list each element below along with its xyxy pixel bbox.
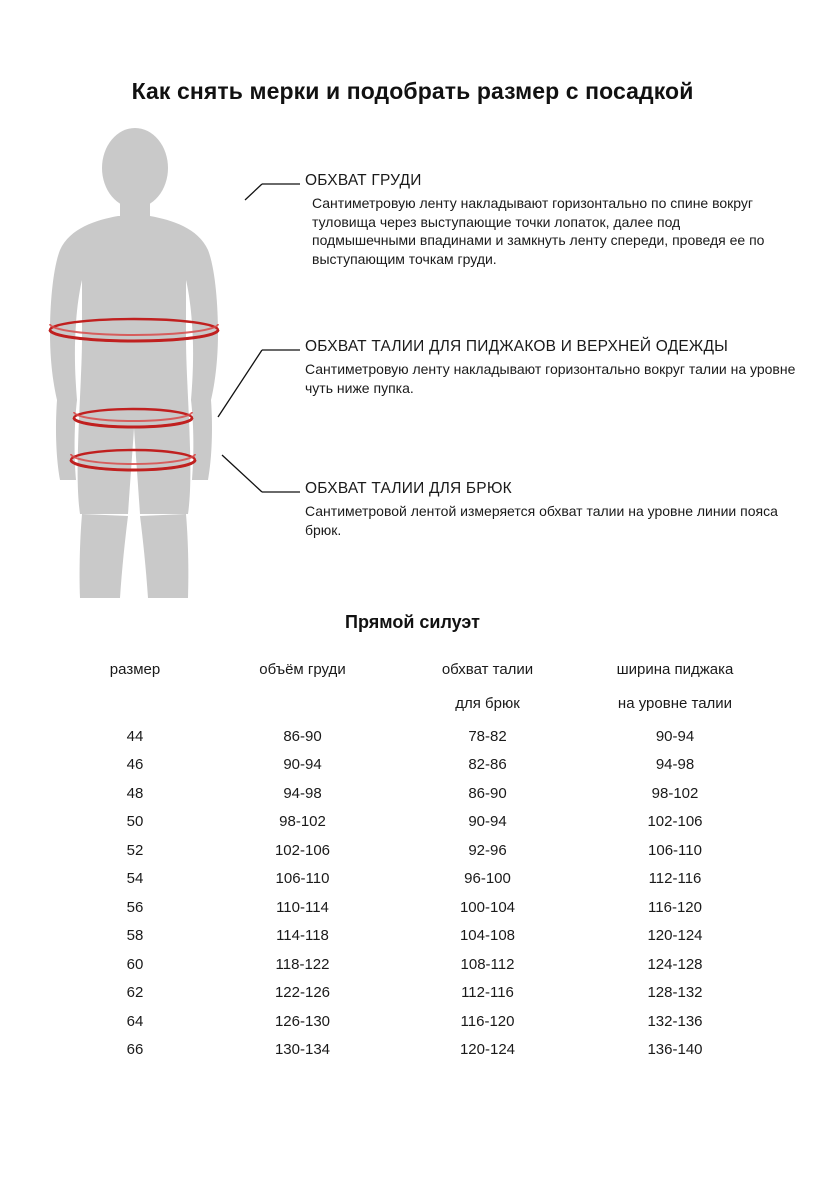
table-cell: 58 bbox=[126, 927, 144, 944]
table-cell: 106-110 bbox=[648, 841, 702, 859]
table-cell: 136-140 bbox=[647, 1041, 703, 1058]
size-table-head bbox=[60, 660, 770, 716]
callout-chest-body: Сантиметровую ленту накладывают горизонтально по спине вокруг туловища через выступающие точки лопаток, далее под подмышечными впадинами и замкнуть ленту спереди, проведя ее по выступающим точкам груди. bbox=[312, 195, 765, 267]
table-row bbox=[60, 1001, 770, 1030]
table-cell: 56 bbox=[126, 898, 144, 916]
table-cell: 116-120 bbox=[460, 1012, 515, 1030]
body-silhouette bbox=[50, 128, 218, 598]
table-cell: 116-120 bbox=[648, 898, 702, 916]
table-cell: 118-122 bbox=[275, 955, 330, 973]
table-cell: 86-90 bbox=[468, 784, 507, 802]
table-cell: 86-90 bbox=[283, 727, 322, 745]
table-cell: 94-98 bbox=[283, 784, 322, 802]
table-cell: 92-96 bbox=[468, 841, 507, 859]
column-header-chest: объём груди bbox=[259, 661, 346, 678]
table-cell: 106-110 bbox=[275, 870, 330, 887]
table-cell: 54 bbox=[126, 870, 144, 887]
table-cell: 64 bbox=[126, 1012, 144, 1030]
table-cell: 66 bbox=[126, 1041, 144, 1058]
callout-chest-heading: ОБХВАТ ГРУДИ bbox=[305, 172, 422, 189]
table-row bbox=[60, 745, 770, 774]
callout-waist-trousers-heading: ОБХВАТ ТАЛИИ ДЛЯ БРЮК bbox=[305, 480, 512, 497]
callout-waist-trousers-body: Сантиметровой лентой измеряется обхват талии на уровне линии пояса брюк. bbox=[305, 503, 778, 538]
callout-chest bbox=[305, 172, 775, 268]
column-header-size: размер bbox=[109, 661, 161, 678]
column-header-jacket-width: ширина пиджака на уровне талии bbox=[616, 661, 734, 712]
table-cell: 132-136 bbox=[647, 1012, 703, 1030]
body-figure bbox=[20, 128, 290, 598]
table-row bbox=[60, 973, 770, 1002]
callout-waist-trousers bbox=[305, 480, 785, 539]
table-cell: 114-118 bbox=[276, 927, 329, 944]
table-cell: 124-128 bbox=[647, 955, 703, 973]
table-caption: Прямой силуэт bbox=[345, 612, 480, 632]
table-row bbox=[60, 887, 770, 916]
table-cell: 94-98 bbox=[655, 756, 695, 773]
table-row bbox=[60, 1030, 770, 1059]
table-row bbox=[60, 773, 770, 802]
table-row bbox=[60, 830, 770, 859]
table-cell: 62 bbox=[126, 984, 144, 1001]
table-cell: 96-100 bbox=[464, 870, 511, 887]
table-cell: 130-134 bbox=[274, 1041, 331, 1058]
callout-waist-jacket bbox=[305, 338, 805, 397]
table-row bbox=[60, 802, 770, 831]
table-cell: 90-94 bbox=[655, 727, 695, 745]
table-cell: 46 bbox=[126, 756, 144, 773]
table-cell: 108-112 bbox=[460, 955, 515, 973]
table-row bbox=[60, 859, 770, 888]
table-cell: 120-124 bbox=[647, 927, 703, 944]
table-cell: 122-126 bbox=[274, 984, 331, 1001]
table-cell: 100-104 bbox=[459, 898, 516, 916]
table-cell: 98-102 bbox=[279, 813, 326, 830]
table-cell: 112-116 bbox=[461, 984, 514, 1001]
table-row bbox=[60, 716, 770, 745]
table-cell: 82-86 bbox=[468, 756, 507, 773]
table-cell: 60 bbox=[126, 955, 144, 973]
table-row bbox=[60, 916, 770, 945]
table-cell: 52 bbox=[126, 841, 144, 859]
table-cell: 102-106 bbox=[274, 841, 331, 859]
table-cell: 128-132 bbox=[647, 984, 703, 1001]
table-cell: 90-94 bbox=[468, 813, 507, 830]
callout-waist-jacket-heading: ОБХВАТ ТАЛИИ ДЛЯ ПИДЖАКОВ И ВЕРХНЕЙ ОДЕЖДЫ bbox=[305, 338, 729, 355]
column-header-waist-trousers: обхват талии для брюк bbox=[441, 661, 534, 712]
table-cell: 102-106 bbox=[647, 813, 703, 830]
table-cell: 98-102 bbox=[651, 784, 699, 802]
table-cell: 44 bbox=[126, 727, 144, 745]
table-cell: 50 bbox=[126, 813, 144, 830]
table-cell: 126-130 bbox=[274, 1012, 331, 1030]
page-title: Как снять мерки и подобрать размер с посадкой bbox=[131, 78, 694, 104]
table-cell: 48 bbox=[126, 784, 144, 802]
table-cell: 112-116 bbox=[648, 870, 702, 887]
table-cell: 110-114 bbox=[276, 898, 329, 916]
table-row bbox=[60, 944, 770, 973]
size-table-body bbox=[60, 716, 770, 1058]
table-cell: 90-94 bbox=[283, 756, 322, 773]
size-table bbox=[60, 660, 770, 1058]
table-cell: 120-124 bbox=[459, 1041, 516, 1058]
callout-waist-jacket-body: Сантиметровую ленту накладывают горизонтально вокруг талии на уровне чуть ниже пупка. bbox=[305, 361, 796, 396]
table-cell: 78-82 bbox=[468, 727, 507, 745]
table-header-row bbox=[60, 660, 770, 716]
table-cell: 104-108 bbox=[459, 927, 516, 944]
